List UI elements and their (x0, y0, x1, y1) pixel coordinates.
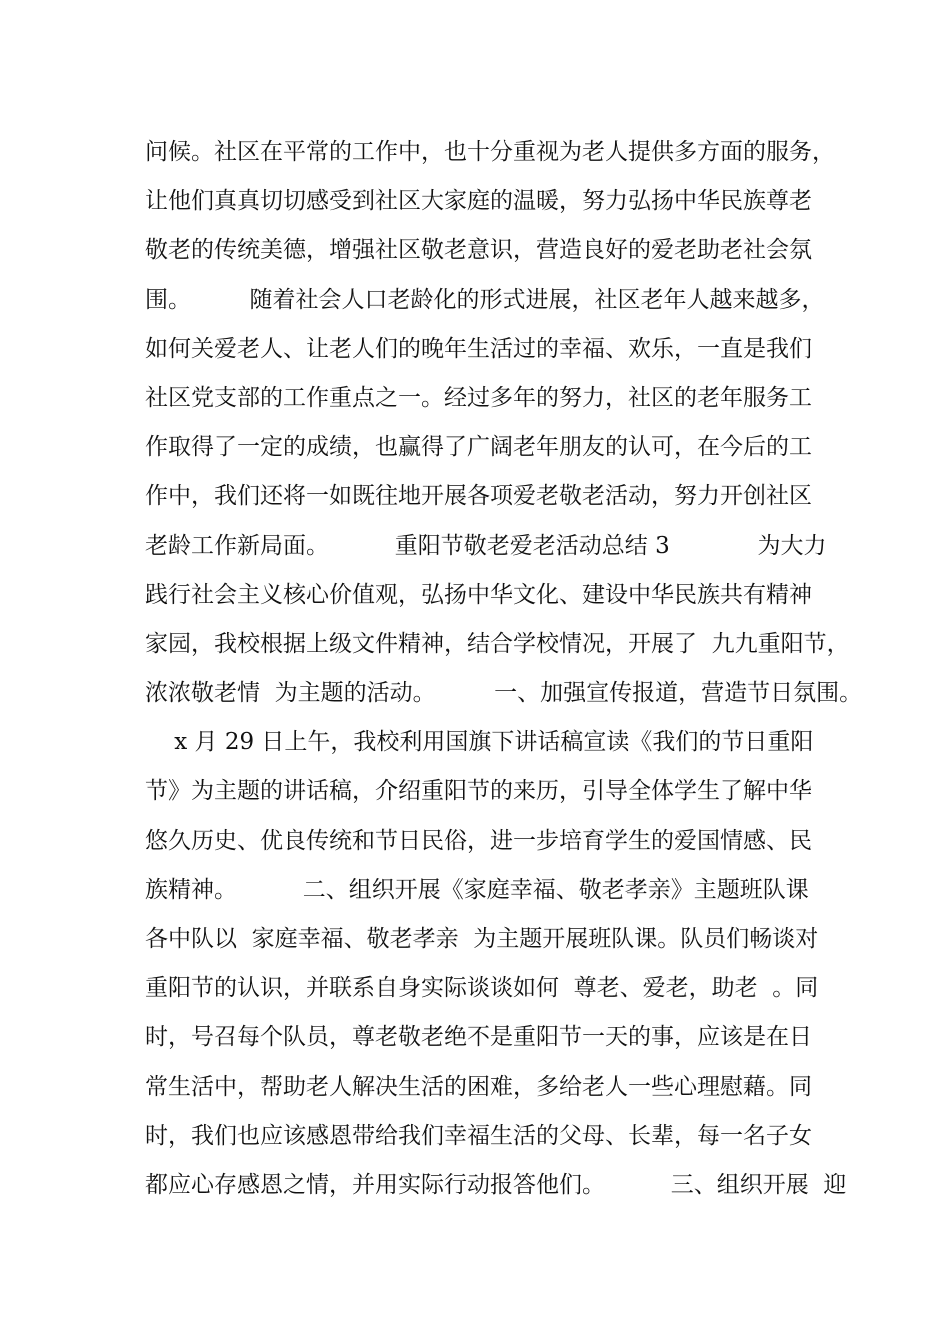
text-line: 各中队以 家庭幸福、敬老孝亲 为主题开展班队课。队员们畅谈对 (145, 926, 819, 952)
text-line: 家园，我校根据上级文件精神，结合学校情况，开展了 九九重阳节， (145, 630, 850, 657)
text-line: 时，号召每个队员，尊老敬老绝不是重阳节一天的事，应该是在日 (145, 1024, 812, 1051)
text-line: 践行社会主义核心价值观，弘扬中华文化、建设中华民族共有精神 (145, 581, 812, 608)
body-text (145, 128, 863, 1210)
text-line: 浓浓敬老情 为主题的活动。 一、加强宣传报道，营造节日氛围。 (145, 680, 863, 707)
text-line: 敬老的传统美德，增强社区敬老意识，营造良好的爱老助老社会氛 (145, 237, 812, 264)
text-line: 老龄工作新局面。 重阳节敬老爱老活动总结 3 为大力 (145, 532, 827, 559)
text-line: 作中，我们还将一如既往地开展各项爱老敬老活动，努力开创社区 (145, 483, 812, 510)
text-line: 都应心存感恩之情，并用实际行动报答他们。 三、组织开展 迎 (145, 1171, 847, 1198)
text-line: 如何关爱老人、让老人们的晚年生活过的幸福、欢乐，一直是我们 (145, 335, 812, 362)
text-line: 重阳节的认识，并联系自身实际谈谈如何 尊老、爱老，助老 。同 (145, 975, 819, 1002)
text-line: 社区党支部的工作重点之一。经过多年的努力，社区的老年服务工 (145, 384, 812, 411)
text-line: 时，我们也应该感恩带给我们幸福生活的父母、长辈，每一名子女 (145, 1122, 812, 1149)
text-line: 族精神。 二、组织开展《家庭幸福、敬老孝亲》主题班队课 (145, 876, 809, 903)
text-line: 问候。社区在平常的工作中，也十分重视为老人提供多方面的服务， (145, 139, 835, 165)
text-line: 常生活中，帮助老人解决生活的困难，多给老人一些心理慰藉。同 (145, 1073, 812, 1100)
text-line: 让他们真真切切感受到社区大家庭的温暖，努力弘扬中华民族尊老 (145, 188, 812, 215)
text-line: 悠久历史、优良传统和节日民俗，进一步培育学生的爱国情感、民 (145, 827, 812, 854)
text-line: 围。 随着社会人口老龄化的形式进展，社区老年人越来越多， (145, 286, 825, 313)
text-line: x 月 29 日上午，我校利用国旗下讲话稿宣读《我们的节日重阳 (145, 729, 814, 756)
text-line: 作取得了一定的成绩，也赢得了广阔老年朋友的认可，在今后的工 (145, 434, 812, 461)
text-line: 节》为主题的讲话稿，介绍重阳节的来历，引导全体学生了解中华 (145, 778, 812, 805)
